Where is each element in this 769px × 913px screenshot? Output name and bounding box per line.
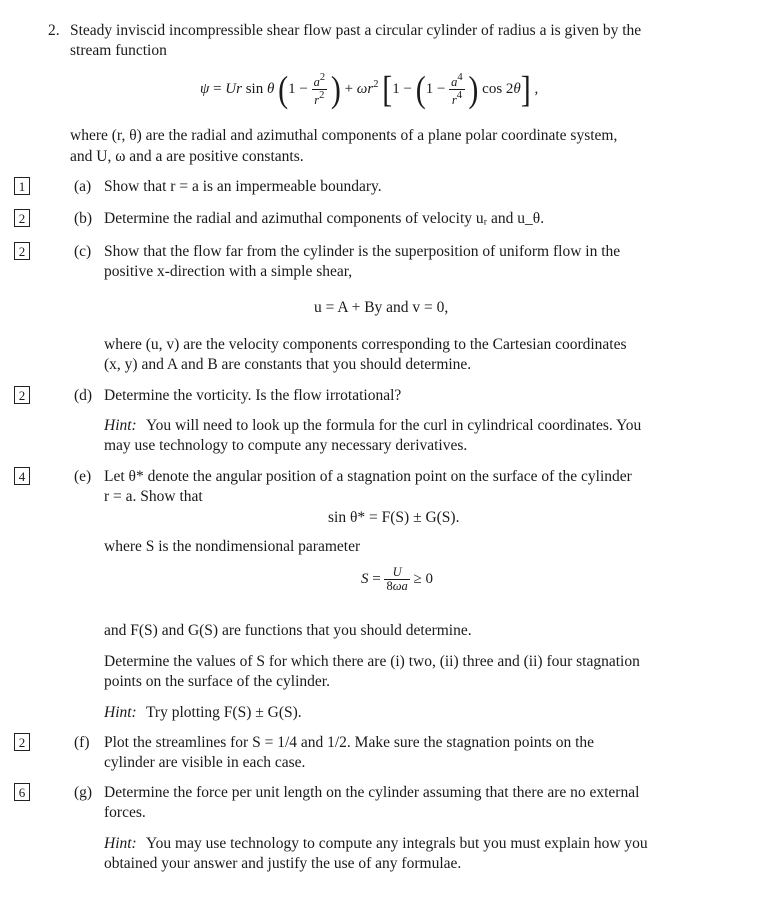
part-b-text: Determine the radial and azimuthal components of velocity uᵣ and u_θ. xyxy=(104,210,545,227)
problem-number: 2. xyxy=(48,22,60,39)
part-e-label: (e) xyxy=(74,468,92,485)
part-c-after-1: where (u, v) are the velocity components corresponding to the Cartesian coordinates xyxy=(104,336,627,353)
part-c-equation: u = A + By and v = 0, xyxy=(314,299,449,316)
where-line-2: and U, ω and a are positive constants. xyxy=(70,148,304,165)
part-g-hint-2: obtained your answer and justify the use of any formulae. xyxy=(104,855,462,872)
problem-intro-line-1: Steady inviscid incompressible shear flow past a circular cylinder of radius a is given by the xyxy=(70,22,642,39)
part-e-after-2: Determine the values of S for which there are (i) two, (ii) three and (ii) four stagnation xyxy=(104,653,640,670)
marks-box-f: 2 xyxy=(14,733,30,751)
part-c-line-1: Show that the flow far from the cylinder is the superposition of uniform flow in the xyxy=(104,243,621,260)
part-g-hint-1: You may use technology to compute any integrals but you must explain how you xyxy=(146,835,648,852)
part-g-line-1: Determine the force per unit length on the cylinder assuming that there are no external xyxy=(104,784,640,801)
where-line-1: where (r, θ) are the radial and azimuthal components of a plane polar coordinate system, xyxy=(70,127,618,144)
part-e-after-1: and F(S) and G(S) are functions that you should determine. xyxy=(104,622,472,639)
param-s-equation: S = $\frac{U}{8\omega a}$ ≥ 0 xyxy=(361,565,434,594)
part-e-line-2: r = a. Show that xyxy=(104,488,203,505)
part-e-line-1: Let θ* denote the angular position of a stagnation point on the surface of the cylinder xyxy=(104,468,632,485)
part-b-label: (b) xyxy=(74,210,93,227)
part-e-param-intro: where S is the nondimensional parameter xyxy=(104,538,361,555)
part-a-text: Show that r = a is an impermeable boundary. xyxy=(104,178,382,195)
part-c-label: (c) xyxy=(74,243,92,260)
part-e-after-3: points on the surface of the cylinder. xyxy=(104,673,330,690)
marks-box-a: 1 xyxy=(14,177,30,195)
marks-box-c: 2 xyxy=(14,242,30,260)
part-g-line-2: forces. xyxy=(104,804,146,821)
problem-intro-line-2: stream function xyxy=(70,42,167,59)
part-e-hint: Try plotting F(S) ± G(S). xyxy=(146,704,302,721)
marks-box-e: 4 xyxy=(14,467,30,485)
part-c-line-2: positive x-direction with a simple shear, xyxy=(104,263,353,280)
part-d-hint-1: You will need to look up the formula for the curl in cylindrical coordinates. You xyxy=(146,417,642,434)
stream-function-equation: ψ = Ur sin θ (1 − $\frac{a^2}{r^2}$ ) + $\omega r^2$ [1 − (1 − $\frac{a^4}{r^4}$ ) cos 2θ] , xyxy=(200,68,539,110)
marks-box-g: 6 xyxy=(14,783,30,801)
part-c-after-2: (x, y) and A and B are constants that you should determine. xyxy=(104,356,472,373)
part-d-hint-label: Hint: xyxy=(104,417,137,434)
part-d-label: (d) xyxy=(74,387,93,404)
part-e-equation: sin θ* = F(S) ± G(S). xyxy=(328,509,460,526)
part-d-text: Determine the vorticity. Is the flow irrotational? xyxy=(104,387,402,404)
part-g-label: (g) xyxy=(74,784,93,801)
part-g-hint-label: Hint: xyxy=(104,835,137,852)
part-e-hint-label: Hint: xyxy=(104,704,137,721)
marks-box-b: 2 xyxy=(14,209,30,227)
part-d-hint-2: may use technology to compute any necessary derivatives. xyxy=(104,437,468,454)
part-a-label: (a) xyxy=(74,178,92,195)
part-f-line-1: Plot the streamlines for S = 1/4 and 1/2. Make sure the stagnation points on the xyxy=(104,734,595,751)
part-f-label: (f) xyxy=(74,734,90,751)
marks-box-d: 2 xyxy=(14,386,30,404)
part-f-line-2: cylinder are visible in each case. xyxy=(104,754,306,771)
